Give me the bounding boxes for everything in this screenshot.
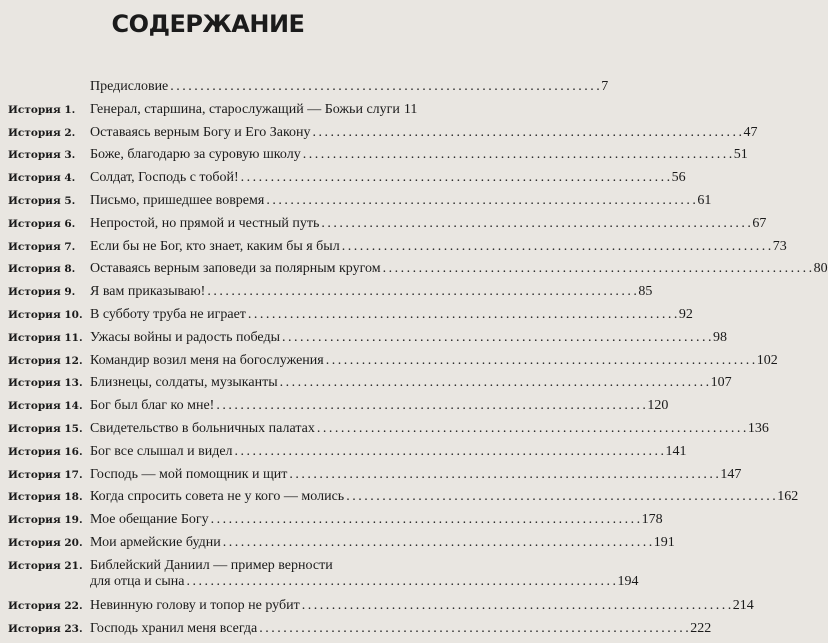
page-number: 61 [697, 192, 712, 208]
toc-entry [90, 352, 778, 369]
entry-title: Ужасы войны и радость победы [90, 329, 280, 345]
story-label: История 10. [8, 308, 83, 321]
story-label: История 1. [8, 103, 76, 116]
toc-row-story-12[interactable] [0, 352, 778, 376]
entry-title: Предисловие [90, 79, 169, 94]
toc-entry [90, 597, 754, 614]
dot-leader [342, 239, 771, 255]
dot-leader [321, 216, 750, 232]
toc-entry [90, 215, 767, 232]
entry-title: Бог был благ ко мне! [90, 398, 215, 414]
story-label: История 9. [8, 286, 76, 299]
entry-title: Командир возил меня на богослужения [90, 352, 324, 368]
toc-row-story-8[interactable] [0, 261, 828, 284]
toc-row-story-6[interactable] [0, 215, 767, 239]
page-number: 98 [712, 329, 727, 345]
page-number: 47 [743, 124, 758, 140]
dot-leader [241, 170, 670, 186]
toc-row-story-14[interactable] [0, 398, 669, 421]
page-number: 222 [690, 620, 712, 636]
toc-entry [90, 534, 675, 551]
dot-leader [302, 598, 731, 614]
entry-title: Свидетельство в больничных палатах [90, 420, 315, 436]
story-label: История 22. [8, 599, 83, 612]
dot-leader [235, 444, 664, 460]
page-number: 7 [601, 79, 609, 94]
toc-entry [90, 147, 748, 163]
toc-entry [90, 512, 663, 528]
dot-leader [346, 489, 775, 505]
page-number: 67 [752, 215, 767, 231]
toc-row-story-1[interactable] [0, 102, 416, 125]
page-number: 147 [720, 466, 742, 482]
story-label: История 11. [8, 331, 83, 344]
story-label: История 16. [8, 445, 83, 458]
toc-entry [90, 192, 712, 209]
toc-row-story-7[interactable] [0, 238, 787, 262]
dot-leader [280, 375, 709, 391]
page-number: 191 [653, 534, 675, 550]
toc-row-story-2[interactable] [0, 124, 758, 148]
toc-row-story-22[interactable] [0, 597, 754, 621]
page-number: 102 [756, 352, 778, 368]
page-number: 107 [710, 375, 732, 391]
dot-leader [170, 79, 599, 95]
dot-leader [266, 193, 695, 209]
dot-leader [211, 512, 640, 528]
toc-row-story-9[interactable] [0, 284, 653, 307]
dot-leader [282, 330, 711, 346]
toc-row-story-3[interactable] [0, 147, 748, 170]
entry-title: Боже, благодарю за суровую школу [90, 147, 301, 163]
toc-entry [90, 557, 639, 590]
page-number: 11 [403, 101, 418, 117]
toc-entry [90, 238, 787, 255]
toc-row-story-18[interactable] [0, 489, 799, 512]
story-label: История 21. [8, 559, 83, 572]
toc-entry [90, 101, 418, 118]
page-number: 194 [617, 573, 639, 589]
toc-row-story-13[interactable] [0, 375, 732, 398]
toc-row-story-19[interactable] [0, 512, 663, 535]
story-label: История 20. [8, 536, 83, 549]
dot-leader [248, 307, 677, 323]
dot-leader [383, 261, 812, 277]
page-number: 51 [733, 147, 748, 163]
toc-row-story-16[interactable] [0, 443, 687, 467]
entry-title: Мои армейские будни [90, 534, 221, 550]
entry-title: для отца и сына [90, 573, 185, 589]
story-label: История 2. [8, 126, 76, 139]
story-label: История 19. [8, 514, 83, 527]
toc-row-story-23[interactable] [0, 620, 712, 643]
story-label: История 17. [8, 468, 83, 481]
toc-row-story-17[interactable] [0, 466, 742, 490]
toc-row-story-20[interactable] [0, 534, 675, 558]
story-label: История 18. [8, 491, 83, 504]
toc-entry [90, 375, 732, 391]
toc-row-preface[interactable] [0, 79, 609, 102]
entry-title: Если бы не Бог, кто знает, каким бы я был [90, 238, 340, 254]
page-number: 85 [638, 284, 653, 300]
toc-row-story-11[interactable] [0, 329, 727, 353]
entry-title: Мое обещание Богу [90, 512, 209, 528]
toc-entry [90, 420, 769, 437]
dot-leader [259, 621, 688, 637]
entry-title: Когда спросить совета не у кого — молись [90, 489, 345, 505]
entry-title: Близнецы, солдаты, музыканты [90, 375, 278, 391]
page-number: 214 [732, 597, 754, 613]
toc-entry [90, 79, 609, 95]
story-label: История 7. [8, 240, 76, 253]
dot-leader [216, 398, 645, 414]
toc-row-story-15[interactable] [0, 420, 769, 444]
page-number: 136 [747, 420, 769, 436]
story-label: История 23. [8, 622, 83, 635]
toc-entry [90, 170, 686, 186]
page-number: 178 [641, 512, 663, 528]
toc-entry [90, 124, 758, 141]
entry-title: Генерал, старшина, старослужащий — Божьи слуги [90, 101, 400, 117]
dot-leader [207, 284, 636, 300]
toc-entry [90, 329, 727, 346]
story-label: История 5. [8, 194, 76, 207]
entry-title: Непростой, но прямой и честный путь [90, 215, 320, 231]
dot-leader [303, 147, 732, 163]
dot-leader [326, 353, 755, 369]
story-label: История 13. [8, 377, 83, 390]
entry-title: Господь хранил меня всегда [90, 620, 258, 636]
story-label: История 8. [8, 263, 76, 276]
toc-entry [90, 398, 669, 414]
toc-row-story-5[interactable] [0, 192, 712, 216]
toc-entry [90, 620, 712, 637]
toc-entry [90, 261, 828, 277]
toc-entry [90, 306, 693, 323]
entry-title: Невинную голову и топор не рубит [90, 597, 300, 613]
toc-entry [90, 466, 742, 483]
entry-title: Солдат, Господь с тобой! [90, 170, 239, 186]
toc-entry [90, 284, 653, 300]
story-label: История 12. [8, 354, 83, 367]
page-number: 162 [777, 489, 799, 505]
entry-title-line1: Библейский Даниил — пример верности [90, 557, 333, 573]
page-number: 56 [671, 170, 686, 186]
dot-leader [223, 535, 652, 551]
toc-entry [90, 443, 687, 460]
page-number: 92 [678, 306, 693, 322]
entry-title: В субботу труба не играет [90, 306, 246, 322]
page-number: 141 [665, 443, 687, 459]
toc-entry [90, 489, 799, 505]
dot-leader [317, 421, 746, 437]
toc-row-story-10[interactable] [0, 306, 693, 330]
entry-title: Оставаясь верным Богу и Его Закону [90, 124, 311, 140]
page-number: 80 [813, 261, 828, 277]
story-label: История 15. [8, 422, 83, 435]
story-label: История 3. [8, 149, 76, 162]
entry-title: Оставаясь верным заповеди за полярным кругом [90, 261, 381, 277]
toc-row-story-21[interactable] [0, 557, 639, 598]
entry-title: Бог все слышал и видел [90, 443, 233, 459]
toc-row-story-4[interactable] [0, 170, 686, 193]
entry-title: Письмо, пришедшее вовремя [90, 192, 265, 208]
page-number: 73 [772, 238, 787, 254]
page-number: 120 [647, 398, 669, 414]
dot-leader [313, 125, 742, 141]
story-label: История 14. [8, 400, 83, 413]
dot-leader [187, 574, 616, 590]
table-of-contents [0, 79, 828, 643]
dot-leader [289, 467, 718, 483]
entry-title: Господь — мой помощник и щит [90, 466, 288, 482]
story-label: История 6. [8, 217, 76, 230]
entry-title: Я вам приказываю! [90, 284, 206, 300]
story-label: История 4. [8, 172, 76, 185]
page-title: СОДЕРЖАНИЕ [111, 10, 305, 38]
